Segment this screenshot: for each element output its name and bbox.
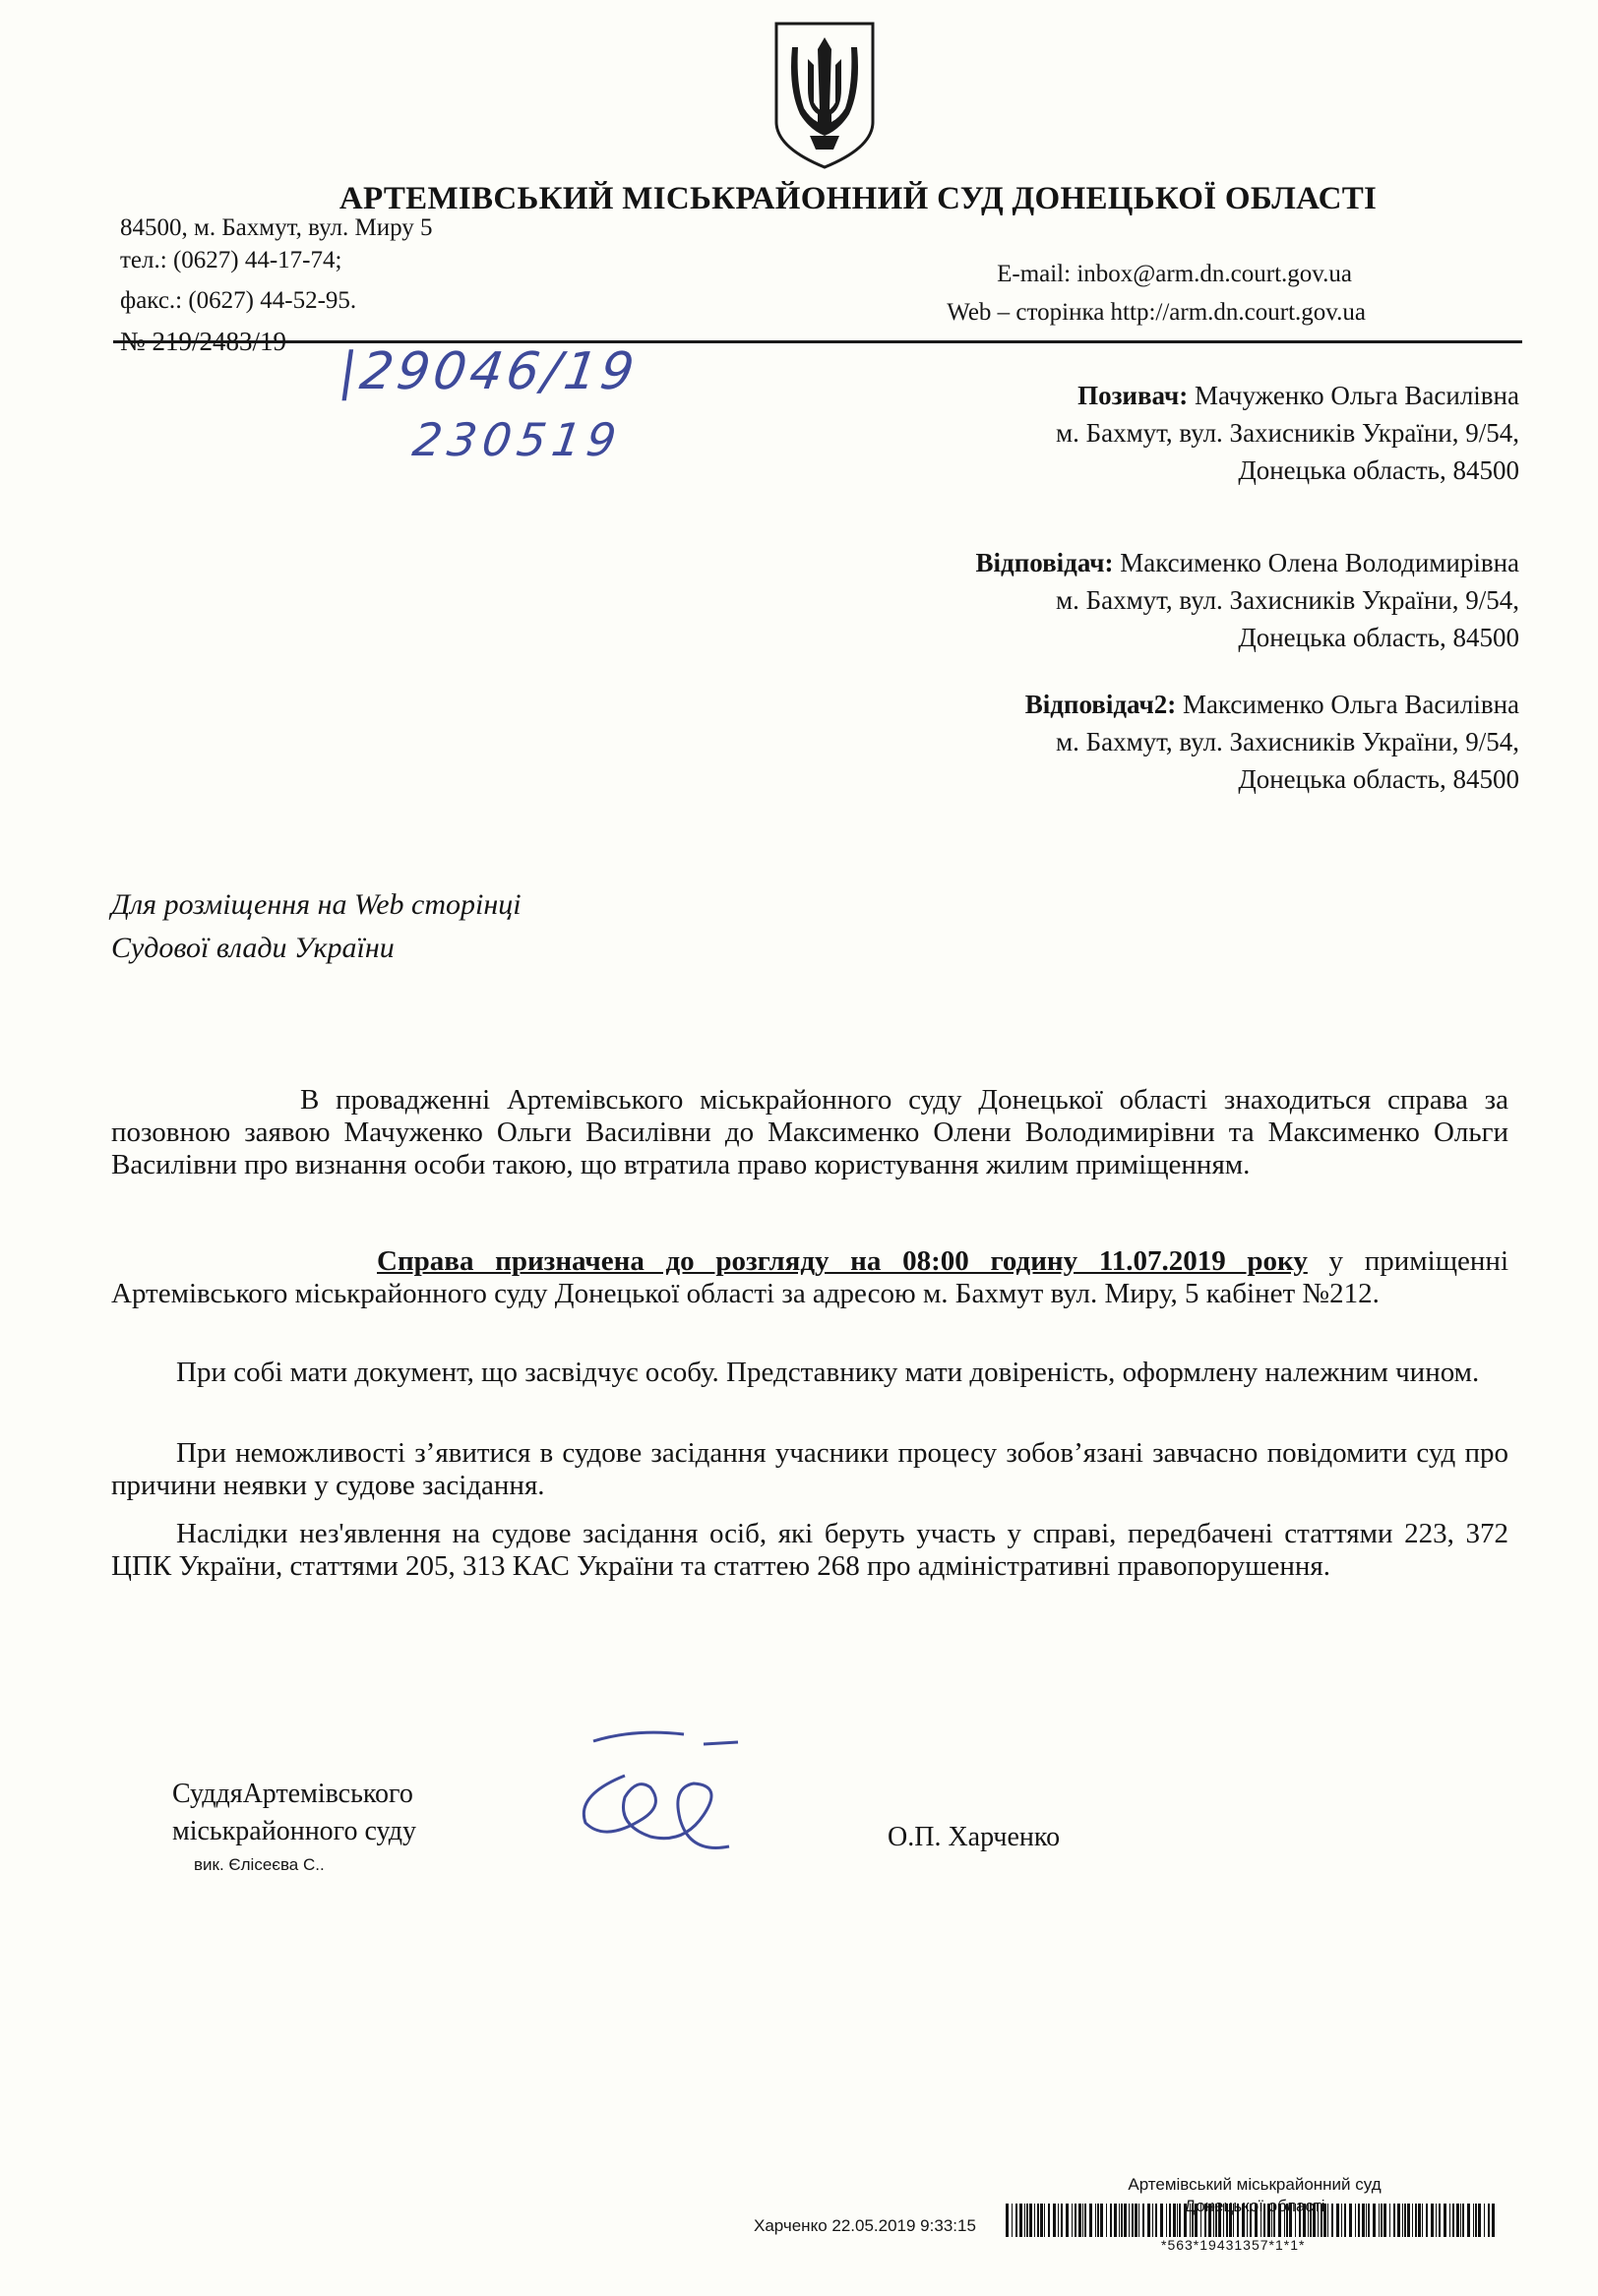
- party-defendant: [976, 544, 1519, 656]
- party-address: м. Бахмут, вул. Захисників України, 9/54,: [1056, 585, 1519, 615]
- hearing-location: у приміщенні Артемівського міськрайонного суду Донецької області за адресою м. Бахмут вул. Миру, 5 кабінет №212.: [111, 1245, 1508, 1309]
- body-paragraph-absence: При неможливості з’явитися в судове засідання учасники процесу зобов’язані завчасно повідомити суд про причини неявки у судове засідання.: [111, 1437, 1508, 1501]
- party-region: Донецька область, 84500: [1238, 455, 1519, 485]
- hearing-date-emphasis: Справа призначена до розгляду на 08:00 годину 11.07.2019 року: [377, 1245, 1308, 1277]
- party-name: Мачуженко Ольга Василівна: [1194, 381, 1519, 410]
- body-paragraph-hearing: [111, 1245, 1508, 1310]
- body-paragraph-documents: При собі мати документ, що засвідчує особу. Представнику мати довіреність, оформлену належним чином.: [176, 1357, 1480, 1388]
- placement-line-1: Для розміщення на Web сторінці: [111, 888, 522, 921]
- party-region: Донецька область, 84500: [1238, 764, 1519, 794]
- judge-title-line-2: міськрайонного суду: [172, 1816, 417, 1846]
- party-role: Позивач:: [1077, 381, 1189, 410]
- court-website: Web – сторінка http://arm.dn.court.gov.ua: [947, 299, 1366, 326]
- stamp-court-line-1: Артемівський міськрайонний суд: [1128, 2175, 1382, 2194]
- party-plaintiff: [1056, 377, 1519, 489]
- party-name: Максименко Олена Володимирівна: [1120, 548, 1519, 577]
- court-email: E-mail: inbox@arm.dn.court.gov.ua: [997, 261, 1352, 287]
- handwritten-reg-number: |29046/19: [335, 342, 642, 401]
- barcode-text: *563*19431357*1*1*: [1161, 2237, 1306, 2253]
- party-address: м. Бахмут, вул. Захисників України, 9/54,: [1056, 418, 1519, 448]
- placement-note: [111, 883, 522, 970]
- header-divider: [113, 340, 1522, 343]
- case-number: № 219/2483/19: [120, 327, 287, 356]
- placement-line-2: Судової влади України: [111, 932, 395, 964]
- judge-title-line-1: СуддяАртемівського: [172, 1779, 413, 1809]
- stamp-court-line-2: Донецької області: [1184, 2197, 1325, 2215]
- court-address: 84500, м. Бахмут, вул. Миру 5: [120, 214, 433, 241]
- party-name: Максименко Ольга Василівна: [1182, 690, 1519, 719]
- party-address: м. Бахмут, вул. Захисників України, 9/54,: [1056, 727, 1519, 756]
- barcode-icon: [1006, 2204, 1498, 2237]
- court-name: АРТЕМІВСЬКИЙ МІСЬКРАЙОННИЙ СУД ДОНЕЦЬКОЇ ОБЛАСТІ: [338, 181, 1378, 216]
- party-role: Відповідач:: [975, 548, 1114, 577]
- executor-note: вик. Єлісеєва С..: [194, 1855, 325, 1874]
- coat-of-arms-icon: [770, 20, 879, 171]
- court-phone: тел.: (0627) 44-17-74;: [120, 247, 342, 273]
- party-role: Відповідач2:: [1024, 690, 1177, 719]
- body-paragraph-case: В провадженні Артемівського міськрайонного суду Донецької області знаходиться справа за позовною заявою Мачуженко Ольги Василівни до Максименко Олени Володимирівни та Максименко Ольги Василівни про визнання особи такою, що втратила право користування жилим приміщенням.: [111, 1084, 1508, 1180]
- judge-name: О.П. Харченко: [888, 1822, 1061, 1852]
- stamp-meta: Харченко 22.05.2019 9:33:15: [754, 2216, 976, 2235]
- signature-image: [556, 1717, 772, 1874]
- body-paragraph-consequences: Наслідки нез'явлення на судове засідання осіб, які беруть участь у справі, передбачені статтями 223, 372 ЦПК України, статтями 205, 313 КАС України та статтею 268 про адміністративні правопорушення.: [111, 1518, 1508, 1582]
- party-defendant-2: [1025, 686, 1519, 798]
- party-region: Донецька область, 84500: [1238, 623, 1519, 652]
- court-fax: факс.: (0627) 44-52-95.: [120, 287, 357, 314]
- judge-title: [172, 1776, 416, 1850]
- handwritten-date: 230519: [409, 413, 626, 466]
